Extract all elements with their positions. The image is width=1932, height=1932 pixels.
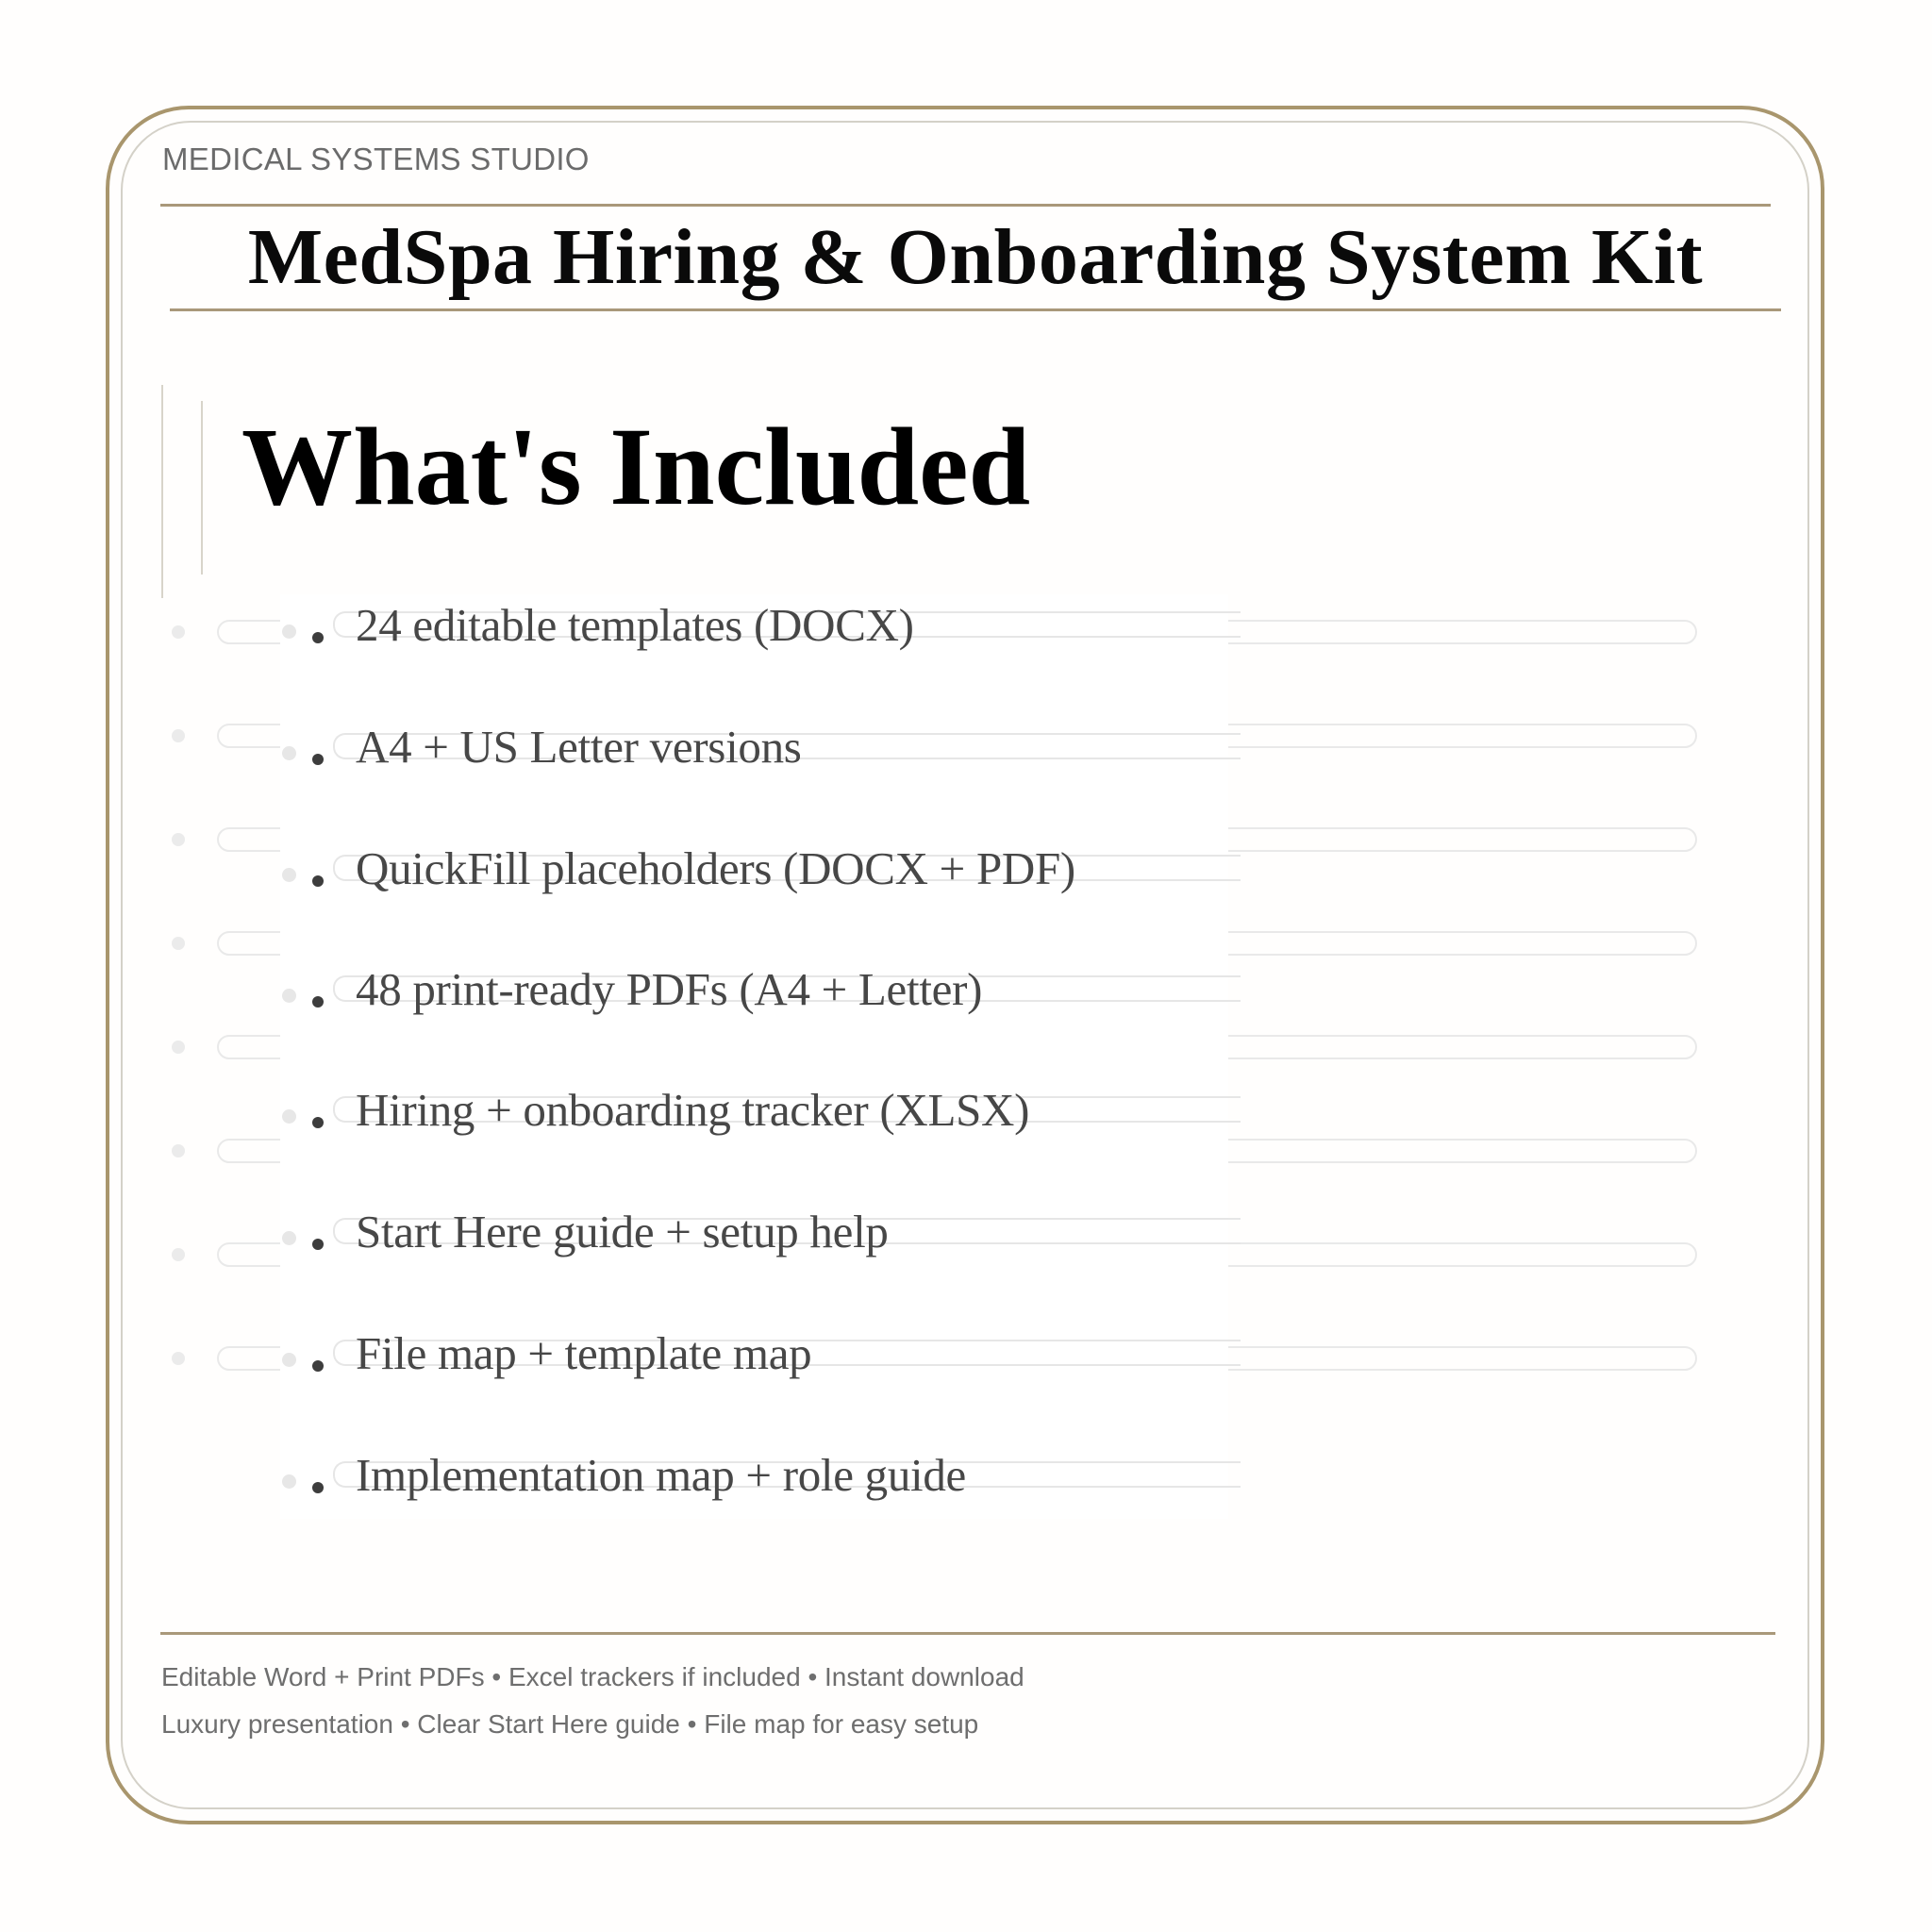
ghost-dot-icon (282, 1474, 296, 1489)
accent-vertical-line-outer (161, 385, 163, 598)
list-item-label: 48 print-ready PDFs (A4 + Letter) (356, 963, 983, 1015)
brand-label: MEDICAL SYSTEMS STUDIO (162, 142, 590, 176)
list-item-label: File map + template map (356, 1327, 812, 1379)
kit-title: MedSpa Hiring & Onboarding System Kit (247, 212, 1704, 301)
ghost-dot-icon (282, 746, 296, 760)
list-item-label: QuickFill placeholders (DOCX + PDF) (356, 842, 1075, 894)
list-item-label: Start Here guide + setup help (356, 1206, 889, 1257)
ghost-dot-icon (172, 1144, 185, 1158)
bullet-dot-icon (312, 632, 324, 643)
list-item (280, 963, 1228, 1062)
ghost-dot-icon (172, 625, 185, 639)
ghost-dot-icon (282, 1109, 296, 1124)
bullet-dot-icon (312, 1360, 324, 1372)
bullet-dot-icon (312, 1117, 324, 1128)
ghost-dot-icon (282, 989, 296, 1003)
list-item (280, 721, 1228, 820)
section-heading: What's Included (242, 405, 1031, 528)
accent-vertical-line-inner (201, 401, 203, 575)
bullet-dot-icon (312, 996, 324, 1008)
ghost-dot-icon (282, 1231, 296, 1245)
ghost-dot-icon (172, 833, 185, 846)
list-item (280, 599, 1228, 698)
list-item (280, 842, 1228, 941)
bullet-dot-icon (312, 1239, 324, 1250)
footer-features-line-1: Editable Word + Print PDFs • Excel trackers if included • Instant download (161, 1662, 1024, 1691)
ghost-dot-icon (172, 1352, 185, 1365)
list-item-label: A4 + US Letter versions (356, 721, 802, 773)
list-item (280, 1449, 1228, 1548)
ghost-dot-icon (282, 868, 296, 882)
ghost-dot-icon (282, 1353, 296, 1367)
list-item (280, 1084, 1228, 1183)
bullet-dot-icon (312, 754, 324, 765)
bullet-dot-icon (312, 1482, 324, 1493)
ghost-dot-icon (172, 937, 185, 950)
list-item (280, 1206, 1228, 1305)
ghost-dot-icon (172, 1248, 185, 1261)
ghost-dot-icon (172, 729, 185, 742)
title-bottom-rule (170, 308, 1781, 311)
footer-rule (160, 1632, 1775, 1635)
list-item-label: 24 editable templates (DOCX) (356, 599, 914, 651)
list-item-label: Hiring + onboarding tracker (XLSX) (356, 1084, 1030, 1136)
bullet-dot-icon (312, 875, 324, 887)
footer-features-line-2: Luxury presentation • Clear Start Here guide • File map for easy setup (161, 1709, 979, 1739)
ghost-dot-icon (282, 625, 296, 639)
list-item-label: Implementation map + role guide (356, 1449, 966, 1501)
ghost-dot-icon (172, 1041, 185, 1054)
list-item (280, 1327, 1228, 1426)
